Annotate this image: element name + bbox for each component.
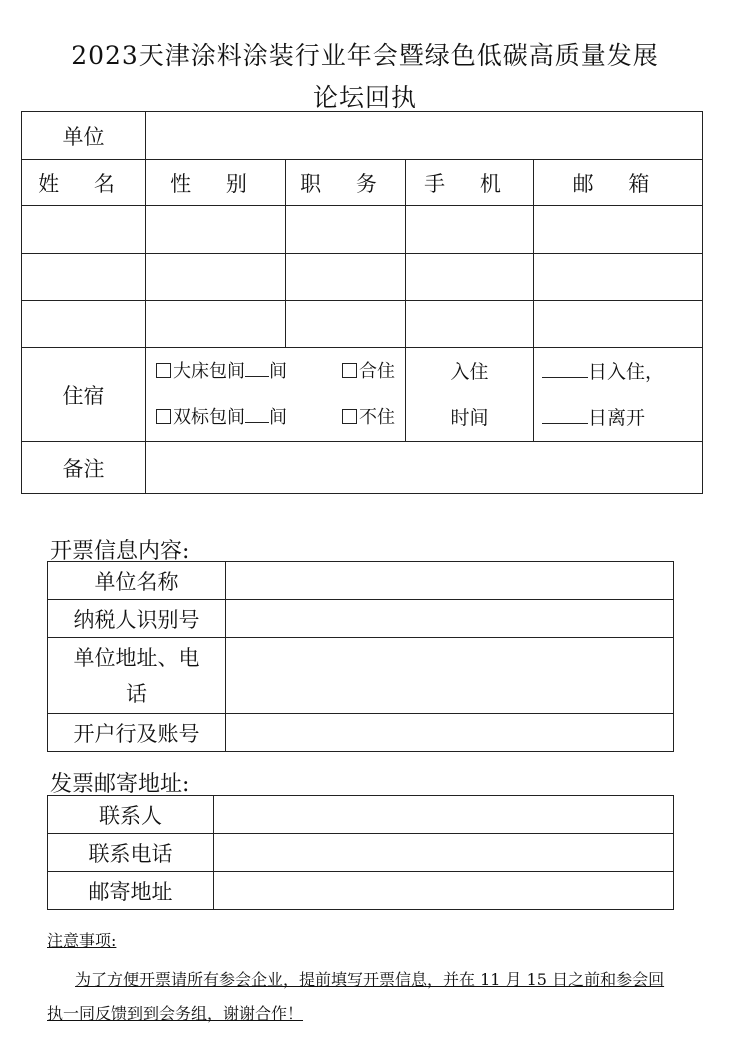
no-stay-label: 不住 (359, 406, 395, 428)
attendee-position-cell[interactable] (286, 301, 406, 348)
header-email: 邮 箱 (534, 160, 703, 206)
header-position: 职 务 (286, 160, 406, 206)
notes-body: 为了方便开票请所有参会企业，提前填写开票信息，并在 11 月 15 日之前和参会回执一同反馈到到会务组，谢谢合作！ (47, 970, 665, 1023)
mailing-table (47, 795, 674, 910)
attendee-gender-cell[interactable] (146, 206, 286, 254)
invoice-address-field[interactable] (226, 638, 674, 714)
no-stay-checkbox[interactable] (342, 409, 357, 424)
registration-table (21, 111, 703, 494)
unit-field[interactable] (146, 112, 703, 160)
checkout-day-blank[interactable] (542, 423, 588, 424)
attendee-mobile-cell[interactable] (406, 206, 534, 254)
invoice-company-field[interactable] (226, 562, 674, 600)
invoice-tax-id-field[interactable] (226, 600, 674, 638)
attendee-email-cell[interactable] (534, 206, 703, 254)
header-mobile: 手 机 (406, 160, 534, 206)
invoice-tax-id-label: 纳税人识别号 (48, 600, 226, 638)
checkin-label-1: 入住 (450, 360, 489, 383)
header-gender: 性 别 (146, 160, 286, 206)
room-unit-label: 间 (269, 406, 287, 428)
attendee-mobile-cell[interactable] (406, 254, 534, 301)
big-bed-option[interactable] (156, 349, 287, 395)
invoice-address-label-line-1: 单位地址、电 (73, 645, 200, 670)
invoice-address-label-line-2: 话 (126, 681, 147, 706)
twin-option[interactable] (156, 395, 287, 441)
invoice-heading: 开票信息内容: (50, 539, 190, 564)
checkin-dates (534, 348, 703, 442)
remarks-label: 备注 (22, 442, 146, 494)
mail-address-label: 邮寄地址 (48, 872, 214, 910)
twin-checkbox[interactable] (156, 409, 171, 424)
twin-label: 双标包间 (173, 406, 245, 428)
mailing-heading: 发票邮寄地址: (50, 772, 190, 797)
form-title-line-2: 论坛回执 (312, 83, 417, 112)
attendee-mobile-cell[interactable] (406, 301, 534, 348)
lodging-label: 住宿 (22, 348, 146, 442)
share-checkbox[interactable] (342, 363, 357, 378)
checkin-time-label (406, 348, 534, 442)
checkin-label-2: 时间 (450, 406, 489, 429)
no-stay-option[interactable] (342, 395, 395, 441)
attendee-position-cell[interactable] (286, 206, 406, 254)
date-in-label: 日入住， (588, 360, 665, 383)
remarks-field[interactable] (146, 442, 703, 494)
attendee-name-cell[interactable] (22, 254, 146, 301)
attendee-email-cell[interactable] (534, 301, 703, 348)
header-name: 姓 名 (22, 160, 146, 206)
share-label: 合住 (359, 360, 395, 382)
room-unit-label: 间 (269, 360, 287, 382)
mail-phone-field[interactable] (214, 834, 674, 872)
big-bed-label: 大床包间 (173, 360, 245, 382)
date-out-label: 日离开 (588, 406, 646, 429)
attendee-position-cell[interactable] (286, 254, 406, 301)
mail-address-field[interactable] (214, 872, 674, 910)
attendee-email-cell[interactable] (534, 254, 703, 301)
mail-contact-field[interactable] (214, 796, 674, 834)
attendee-gender-cell[interactable] (146, 254, 286, 301)
form-title-line-1: 2023天津涂料涂装行业年会暨绿色低碳高质量发展 (71, 41, 659, 70)
mail-phone-label: 联系电话 (48, 834, 214, 872)
share-option[interactable] (342, 349, 395, 395)
big-bed-checkbox[interactable] (156, 363, 171, 378)
attendee-name-cell[interactable] (22, 206, 146, 254)
checkin-day-blank[interactable] (542, 377, 588, 378)
attendee-gender-cell[interactable] (146, 301, 286, 348)
invoice-bank-field[interactable] (226, 714, 674, 752)
invoice-bank-label: 开户行及账号 (48, 714, 226, 752)
attendee-name-cell[interactable] (22, 301, 146, 348)
notes-heading: 注意事项: (47, 931, 117, 950)
unit-label: 单位 (22, 112, 146, 160)
invoice-table (47, 561, 674, 752)
invoice-address-label (48, 638, 226, 714)
lodging-options (146, 348, 406, 442)
invoice-company-label: 单位名称 (48, 562, 226, 600)
mail-contact-label: 联系人 (48, 796, 214, 834)
